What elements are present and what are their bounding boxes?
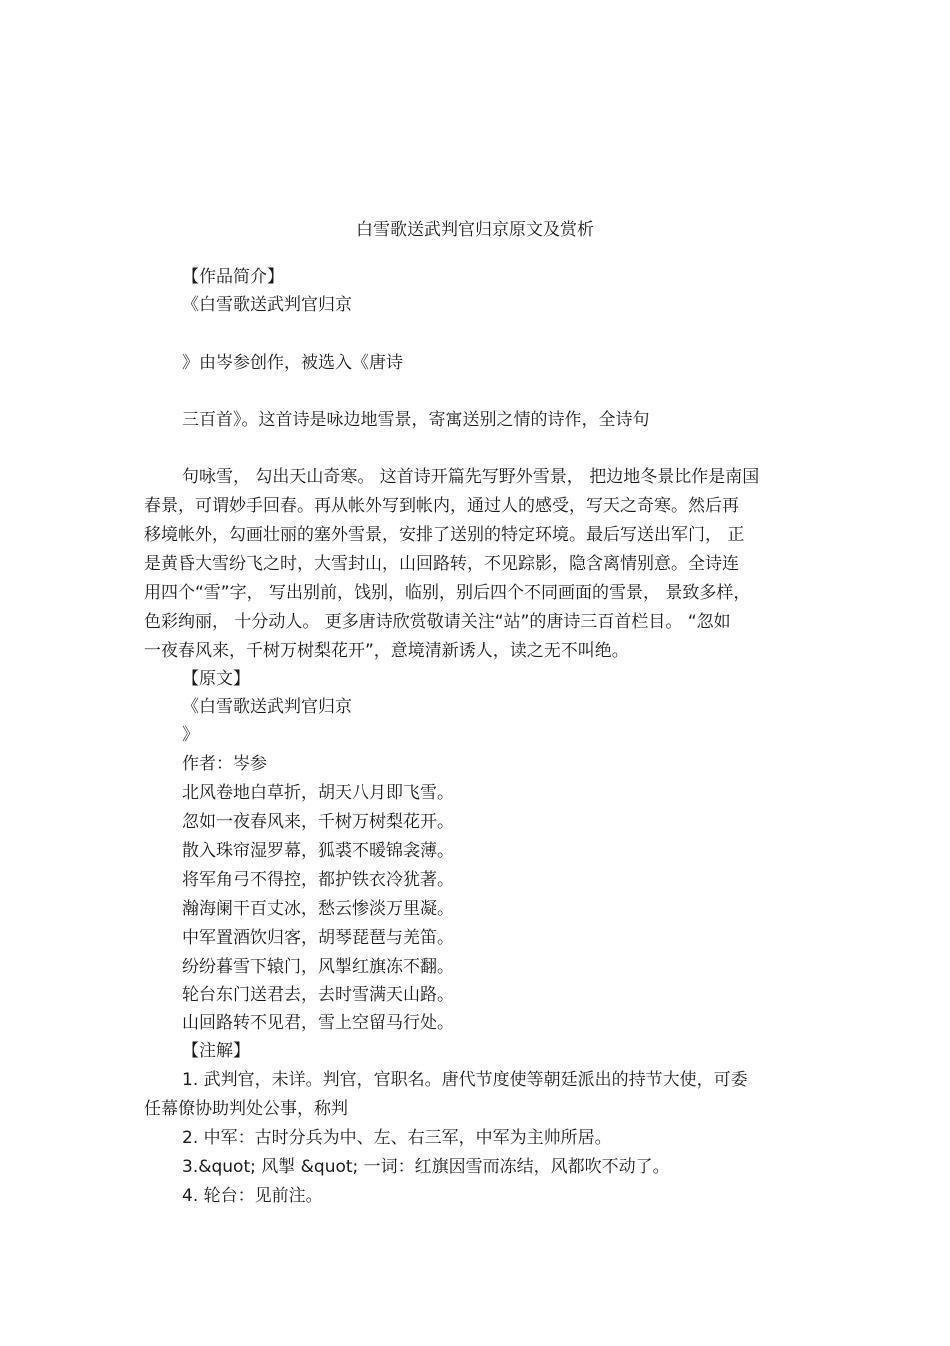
- note-line: 3.&quot; 风掣 &quot; 一词：红旗因雪而冻结，风都吹不动了。: [182, 1157, 670, 1177]
- poem-title-line: 》: [182, 725, 199, 745]
- intro-line: 色彩绚丽， 十分动人。 更多唐诗欣赏敬请关注“站”的唐诗三百首栏目。 “忽如: [144, 612, 731, 632]
- original-heading: 【原文】: [182, 669, 250, 689]
- poem-verse: 中军置酒饮归客，胡琴琵琶与羌笛。: [182, 928, 454, 948]
- intro-line: 》由岑参创作，被选入《唐诗: [182, 353, 403, 373]
- poem-verse: 纷纷暮雪下辕门，风掣红旗冻不翻。: [182, 957, 454, 977]
- intro-line: 移境帐外，勾画壮丽的塞外雪景，安排了送别的特定环境。最后写送出军门， 正: [144, 525, 745, 545]
- poem-verse: 将军角弓不得控，都护铁衣冷犹著。: [182, 870, 454, 890]
- intro-line: 三百首》。这首诗是咏边地雪景，寄寓送别之情的诗作，全诗句: [182, 410, 650, 430]
- intro-line: 是黄昏大雪纷飞之时，大雪封山，山回路转，不见踪影，隐含离情别意。全诗连: [144, 554, 739, 574]
- intro-heading: 【作品简介】: [182, 267, 284, 287]
- note-line: 任幕僚协助判处公事，称判: [144, 1099, 348, 1119]
- intro-line: 用四个“雪”字， 写出别前，饯别，临别，别后四个不同画面的雪景， 景致多样，: [144, 583, 751, 603]
- poem-title-line: 《白雪歌送武判官归京: [182, 697, 352, 717]
- intro-line: 春景，可谓妙手回春。再从帐外写到帐内，通过人的感受，写天之奇寒。然后再: [144, 496, 739, 516]
- poem-verse: 轮台东门送君去，去时雪满天山路。: [182, 985, 454, 1005]
- note-line: 2. 中军：古时分兵为中、左、右三军，中军为主帅所居。: [182, 1128, 612, 1148]
- intro-line: 句咏雪， 勾出天山奇寒。 这首诗开篇先写野外雪景， 把边地冬景比作是南国: [182, 467, 760, 487]
- intro-line: 《白雪歌送武判官归京: [182, 295, 352, 315]
- notes-heading: 【注解】: [182, 1041, 250, 1061]
- poem-verse: 山回路转不见君，雪上空留马行处。: [182, 1013, 454, 1033]
- poem-verse: 散入珠帘湿罗幕，狐裘不暖锦衾薄。: [182, 841, 454, 861]
- poem-verse: 瀚海阑干百丈冰，愁云惨淡万里凝。: [182, 899, 454, 919]
- intro-line: 一夜春风来，千树万树梨花开”，意境清新诱人，读之无不叫绝。: [144, 641, 629, 661]
- note-line: 4. 轮台：见前注。: [182, 1186, 323, 1206]
- poem-author: 作者：岑参: [182, 754, 267, 774]
- poem-verse: 北风卷地白草折，胡天八月即飞雪。: [182, 783, 454, 803]
- document-title: 白雪歌送武判官归京原文及赏析: [356, 220, 594, 240]
- poem-verse: 忽如一夜春风来，千树万树梨花开。: [182, 812, 454, 832]
- note-line: 1. 武判官，未详。判官，官职名。唐代节度使等朝廷派出的持节大使，可委: [182, 1070, 748, 1090]
